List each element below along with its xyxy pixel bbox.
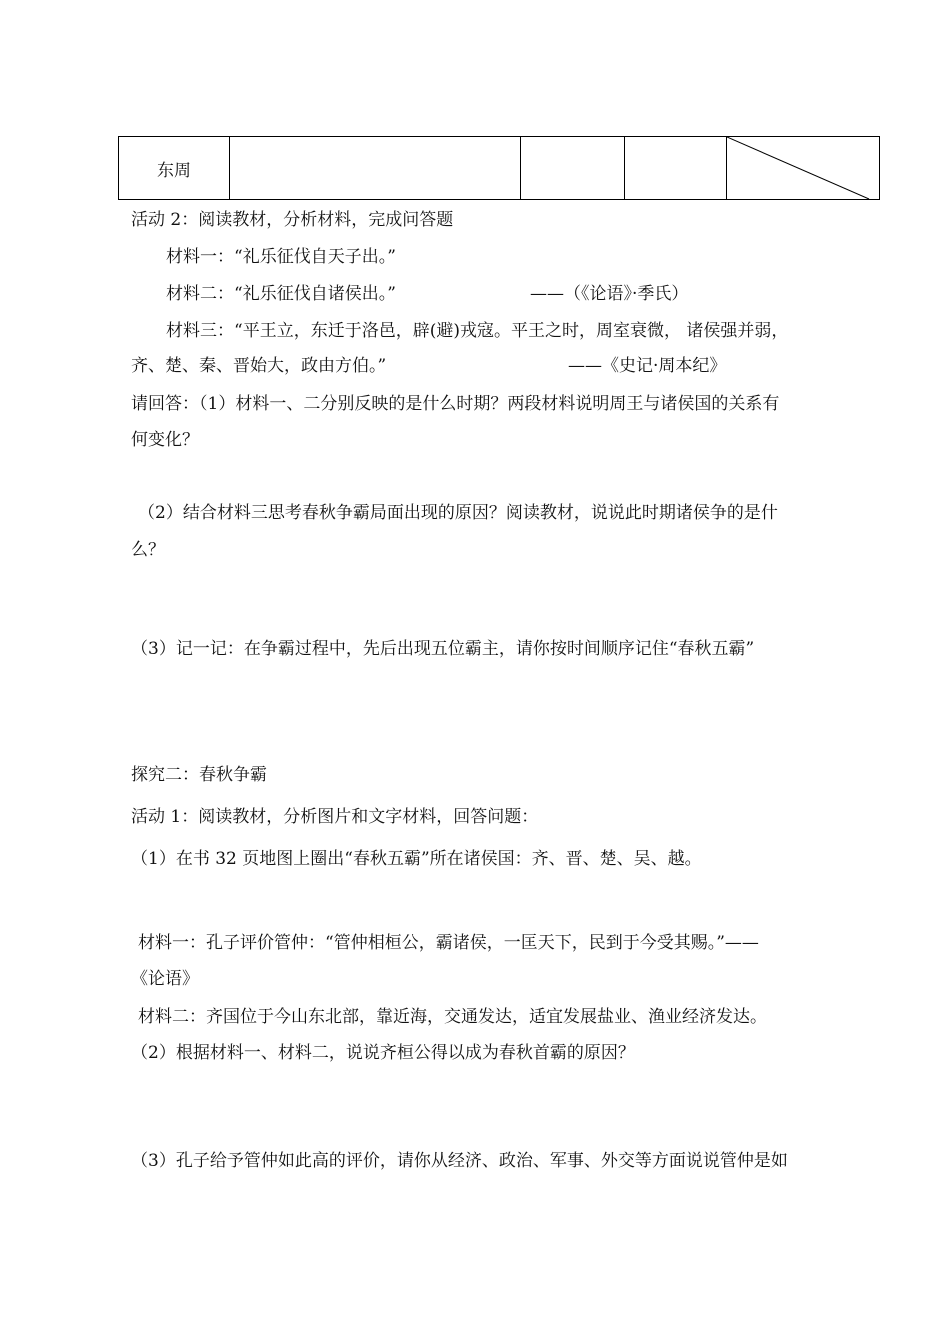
activity-1-title: 活动 1：阅读教材，分析图片和文字材料，回答问题： [131,807,539,827]
part-1: （1）在书 32 页地图上圈出“春秋五霸”所在诸侯国：齐、晋、楚、吴、越。 [131,849,702,869]
material-3-line-2: 齐、楚、秦、晋始大，政由方伯。” [131,356,387,376]
diagonal-cell [727,137,880,200]
section-2-title: 探究二：春秋争霸 [131,765,267,785]
blank-cell [230,137,521,200]
material-2: 材料二：“礼乐征伐自诸侯出。” [166,284,396,304]
part-2: （2）根据材料一、材料二，说说齐桓公得以成为春秋首霸的原因？ [131,1043,635,1063]
material-1: 材料一：“礼乐征伐自天子出。” [166,247,396,267]
question-3: （3）记一记：在争霸过程中，先后出现五位霸主，请你按时间顺序记住“春秋五霸” [131,639,755,659]
blank-cell [625,137,727,200]
guanzhong-material-1: 材料一：孔子评价管仲：“管仲相桓公，霸诸侯，一匡天下，民到于今受其赐。”—— [138,933,759,953]
row-label-cell [119,137,230,200]
question-2-line-2: 么？ [131,540,165,560]
question-1-line-2: 何变化？ [131,430,199,450]
question-2-line-1: （2）结合材料三思考春秋争霸局面出现的原因？阅读教材，说说此时期诸侯争的是什 [138,503,778,523]
activity-2-title: 活动 2：阅读教材，分析材料，完成问答题 [131,210,454,230]
row-label: 东周 [157,160,191,181]
guanzhong-material-1-source: 《论语》 [131,969,199,989]
part-3: （3）孔子给予管仲如此高的评价，请你从经济、政治、军事、外交等方面说说管仲是如 [131,1151,788,1171]
material-2-source: ——（《论语》·季氏） [530,284,689,304]
material-3-line-1: 材料三：“平王立，东迁于洛邑，辟(避)戎寇。平王之时，周室衰微， 诸侯强并弱， [166,321,789,341]
material-3-source: ——《史记·周本纪》 [568,356,727,376]
question-1-line-1: 请回答：（1）材料一、二分别反映的是什么时期？两段材料说明周王与诸侯国的关系有 [131,394,780,414]
table-row [119,137,880,200]
diagonal-line-icon [727,137,879,199]
blank-cell [521,137,625,200]
east-zhou-table [118,136,880,200]
guanzhong-material-2: 材料二：齐国位于今山东北部，靠近海，交通发达，适宜发展盐业、渔业经济发达。 [138,1007,767,1027]
